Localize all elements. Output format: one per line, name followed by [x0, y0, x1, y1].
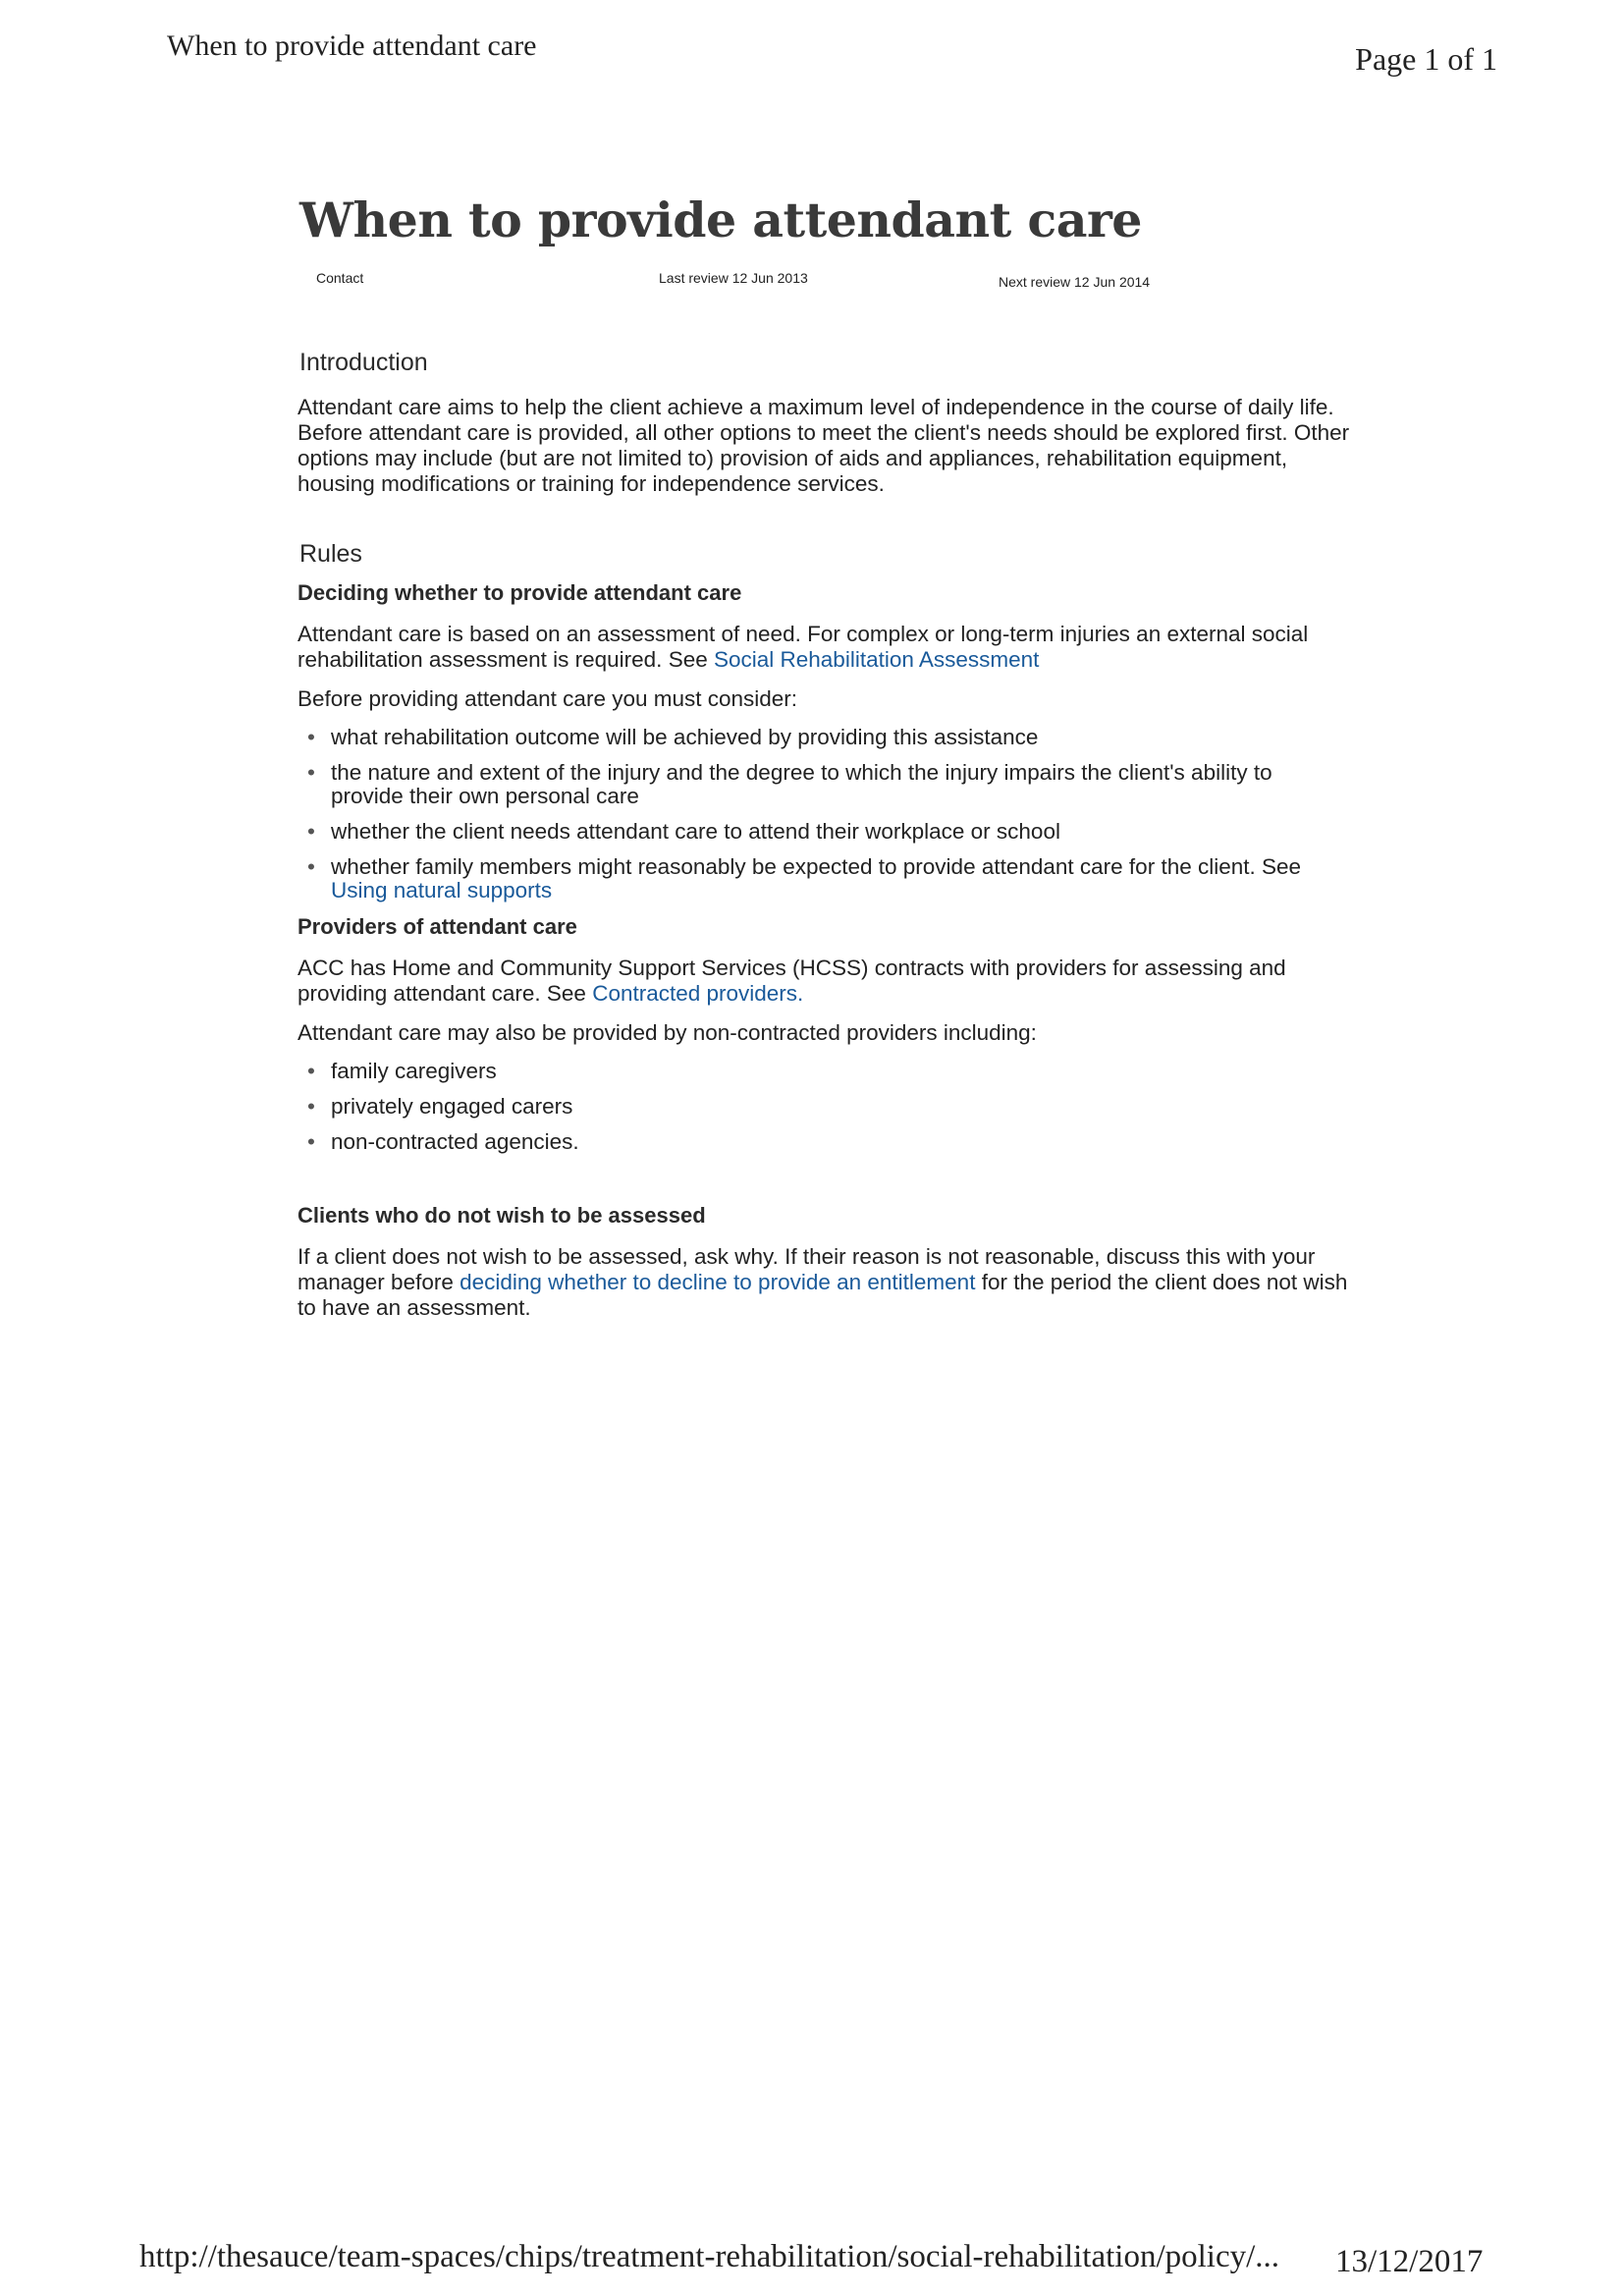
providers-paragraph-text: ACC has Home and Community Support Services (HCSS) contracts with providers for assessing and providing attendant care. See	[298, 956, 1286, 1006]
bullet-icon: •	[307, 1094, 315, 1119]
list-item	[303, 726, 1350, 749]
bullet-icon: •	[307, 1059, 315, 1083]
page-title: When to provide attendant care	[299, 191, 1142, 248]
list-item-text: privately engaged carers	[331, 1094, 573, 1119]
print-header-title: When to provide attendant care	[167, 29, 537, 62]
not-assessed-paragraph	[298, 1244, 1350, 1321]
list-item-text: non-contracted agencies.	[331, 1129, 579, 1154]
consider-list	[290, 726, 1350, 902]
rules-heading: Rules	[299, 540, 362, 568]
introduction-heading: Introduction	[299, 349, 428, 376]
list-item	[303, 1130, 1350, 1154]
not-assessed-text-before: If a client does not wish to be assessed, ask why. If their reason is not reasonable, discuss this with your manager before	[298, 1244, 1316, 1294]
print-footer-date: 13/12/2017	[1335, 2244, 1484, 2279]
deciding-heading: Deciding whether to provide attendant care	[298, 580, 742, 605]
contact-label: Contact	[316, 270, 364, 286]
spacer	[290, 1166, 1350, 1203]
list-item	[303, 761, 1350, 808]
list-item-text: whether the client needs attendant care to attend their workplace or school	[331, 819, 1060, 844]
review-meta	[290, 270, 1350, 309]
deciding-paragraph-text: Attendant care is based on an assessment of need. For complex or long-term injuries an external social rehabilitation assessment is required. See	[298, 622, 1309, 672]
list-item-text: what rehabilitation outcome will be achieved by providing this assistance	[331, 725, 1039, 749]
list-item	[303, 1060, 1350, 1083]
introduction-text: Attendant care aims to help the client achieve a maximum level of independence in the course of daily life. Before attendant care is provided, all other options to meet the client's needs should be explored first. Other options may include (but are not limited to) provision of aids and appliances, rehabilitation equipment, housing modifications or training for independence services.	[298, 395, 1350, 496]
print-header-page-number: Page 1 of 1	[1355, 41, 1497, 77]
not-assessed-text-after: for the period the client does not wish to have an assessment.	[298, 1270, 1348, 1320]
non-contracted-intro: Attendant care may also be provided by non-contracted providers including:	[298, 1020, 1037, 1045]
deciding-paragraph	[298, 622, 1350, 673]
last-review-date: Last review 12 Jun 2013	[659, 270, 808, 286]
list-item-text: family caregivers	[331, 1059, 497, 1083]
not-assessed-heading: Clients who do not wish to be assessed	[298, 1203, 706, 1228]
decline-entitlement-link[interactable]: deciding whether to decline to provide an entitlement	[460, 1270, 976, 1294]
print-footer-url: http://thesauce/team-spaces/chips/treatment-rehabilitation/social-rehabilitation/policy/...	[139, 2239, 1280, 2274]
contracted-providers-link[interactable]: Contracted providers.	[592, 981, 804, 1006]
list-item	[303, 855, 1350, 902]
list-item	[303, 1095, 1350, 1119]
list-item-text: whether family members might reasonably be expected to provide attendant care for the client. See	[331, 854, 1302, 879]
bullet-icon: •	[307, 1129, 315, 1154]
using-natural-supports-link[interactable]: Using natural supports	[331, 878, 553, 902]
providers-heading: Providers of attendant care	[298, 914, 577, 939]
social-rehabilitation-assessment-link[interactable]: Social Rehabilitation Assessment	[713, 647, 1040, 672]
consider-intro: Before providing attendant care you must consider:	[298, 686, 798, 711]
next-review-date: Next review 12 Jun 2014	[999, 274, 1151, 290]
list-item	[303, 820, 1350, 844]
providers-list	[290, 1060, 1350, 1154]
bullet-icon: •	[307, 760, 315, 785]
bullet-icon: •	[307, 819, 315, 844]
providers-paragraph	[298, 956, 1350, 1007]
bullet-icon: •	[307, 854, 315, 879]
bullet-icon: •	[307, 725, 315, 749]
document-body	[290, 191, 1350, 1335]
list-item-text: the nature and extent of the injury and the degree to which the injury impairs the client's ability to provide their own personal care	[331, 760, 1272, 808]
